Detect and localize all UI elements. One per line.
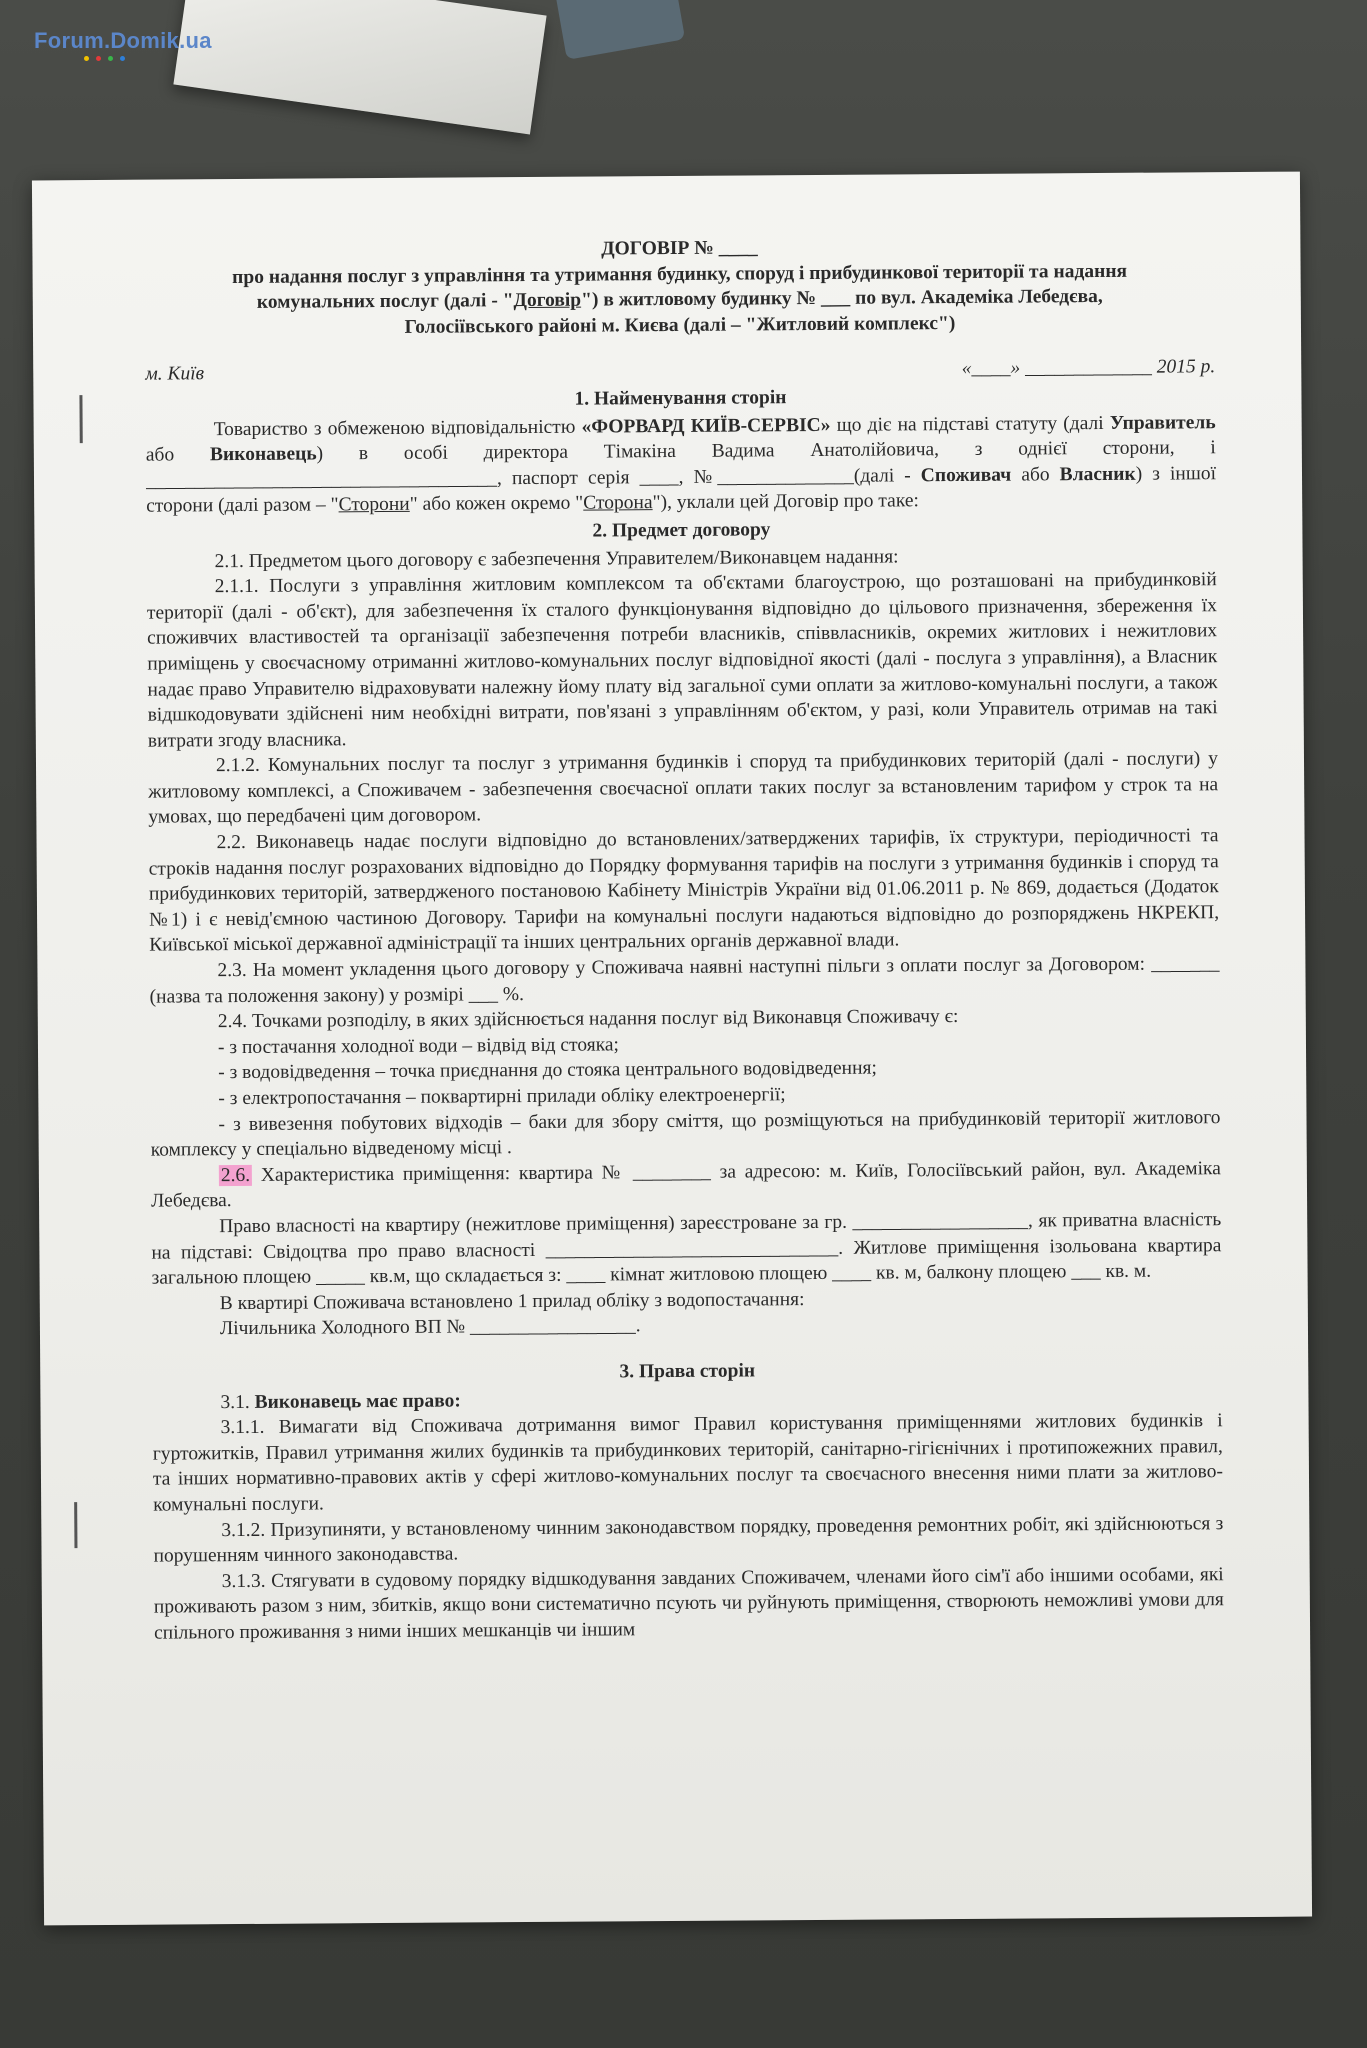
- section-1-parties: [146, 410, 1217, 520]
- s1-text-a: Товариство з обмеженою відповідальністю: [213, 416, 582, 440]
- clause-3-1-3: 3.1.3. Стягувати в судовому порядку відшкодування завданих Споживачем, членами його сім'ї або іншими особами, які проживають разом з ним, збитків, якщо вони систематично псують чи руйнують приміщення, створюють неможливі умови для спільного проживання з ними інших мешканців чи іншим: [153, 1563, 1224, 1644]
- document-header: [157, 258, 1204, 342]
- clause-2-6-meter-number: Лічильника Холодного ВП № _________________.: [219, 1315, 641, 1340]
- clause-2-6-number-highlight: 2.6.: [220, 1164, 251, 1186]
- s1-text-c: ) в особі директора Тімакіна Вадима Анатолійовича, з однієї сторони, і ____________________________________, паспорт серія ____, №______________(далі -: [145, 437, 1216, 492]
- document-title: ДОГОВІР № ____: [601, 237, 758, 260]
- s1-text-e: " або кожен окремо ": [409, 492, 584, 516]
- parties-link[interactable]: Сторони: [338, 494, 410, 516]
- watermark-logo: Forum.Domik.ua: [34, 28, 212, 53]
- contract-link[interactable]: Договір: [513, 289, 582, 312]
- s1-text-or: або: [145, 444, 211, 466]
- city-label: м. Київ: [145, 363, 205, 386]
- watermark-dots: [84, 56, 125, 61]
- section-1-heading: 1. Найменування сторін: [574, 387, 787, 410]
- document-content: [144, 232, 1224, 1646]
- clause-2-4-c: - з електропостачання – поквартирні прилади обліку електроенергії;: [218, 1084, 786, 1110]
- section-3-heading: 3. Права сторін: [619, 1360, 756, 1383]
- clause-2-3: 2.3. На момент укладення цього договору у Споживача наявні наступні пільги з оплати послуг за Договором: _______ (назва та положення закону) у розмірі ___ %.: [149, 953, 1220, 1008]
- header-line-2-end: ") в житловому будинку № ___ по вул. Академіка Лебедєва,: [581, 286, 1103, 311]
- clause-3-1-number: 3.1.: [220, 1391, 255, 1413]
- watermark-dot-blue: [120, 56, 125, 61]
- clause-2-2: 2.2. Виконавець надає послуги відповідно до встановлених/затверджених тарифів, їх структури, періодичності та строків надання послуг розрахованих відповідно до Порядку формування тарифів на послуги з утримання будинків і споруд та прибудинкових територій, затвердженого постановою Кабінету Міністрів України від 01.06.2011 р. № 869, додається (Додаток №1) і є невід'ємною частиною Договору. Тарифи на комунальні послуги надаються відповідно до розпоряджень НКРЕКП, Київської міської державної адміністрації та інших центральних органів державної влади.: [148, 825, 1220, 957]
- clause-2-4-b: - з водовідведення – точка приєднання до стояка центрального водовідведення;: [218, 1057, 877, 1084]
- header-line-2-start: комунальних послуг (далі - ": [256, 290, 514, 314]
- background-object: [555, 0, 685, 60]
- header-line-3: Голосіївського районі м. Києва (далі – "Житловий комплекс"): [404, 312, 956, 338]
- clause-2-6-text: Характеристика приміщення: квартира № ________ за адресою: м. Київ, Голосіївський район, вул. Академіка Лебедєва.: [150, 1157, 1221, 1213]
- s1-text-f: "), уклали цей Договір про таке:: [652, 490, 919, 514]
- clause-3-1-2: 3.1.2. Призупиняти, у встановленому чинним законодавством порядку, проведення ремонтних робіт, які здійснюються з порушенням чинного законодавства.: [153, 1512, 1224, 1567]
- margin-mark-bottom: [74, 1502, 77, 1548]
- clause-2-4: 2.4. Точками розподілу, в яких здійснюється надання послуг від Виконавця Споживачу є:: [217, 1006, 959, 1033]
- term-owner: Власник: [1059, 463, 1136, 486]
- clause-2-1-1: 2.1.1. Послуги з управління житловим комплексом та об'єктами благоустрою, що розташовані на прибудинковій території (далі - об'єкт), для забезпечення їх сталого функціонування відповідно до цільового призначення, збереження їх споживчих властивостей та організації забезпечення потреби власників, співвласників, окремих житлових і нежитлових приміщень у своєчасному отриманні житлово-комунальних послуг відповідної якості (далі - послуга з управління), а Власник надає право Управителю відраховувати належну йому плату від загальної суми оплати за житлово-комунальні послуги, а також відшкодовувати здійснені ним необхідні витрати, пов'язані з управлінням об'єктом, у разі, коли Управитель отримав на такі витрати згоду власника.: [146, 569, 1218, 752]
- document-page: [32, 172, 1312, 1926]
- term-consumer: Споживач: [920, 464, 1012, 486]
- section-2-heading: 2. Предмет договору: [592, 519, 771, 542]
- watermark-dot-yellow: [84, 56, 89, 61]
- clause-2-6-meter: В квартирі Споживача встановлено 1 прилад обліку з водопостачання:: [219, 1288, 805, 1314]
- margin-mark-top: [79, 395, 82, 443]
- clause-2-6-ownership: Право власності на квартиру (нежитлове приміщення) зареєстроване за гр. __________________, як приватна власність на підставі: Свідоцтва про право власності ______________________________. Житлове приміщення ізольована квартира загальною площею _____ кв.м, що складається з: ____ кімнат житловою площею ____ кв. м, балкону площею ___ кв. м.: [151, 1209, 1222, 1289]
- clause-3-1-title: Виконавець має право:: [254, 1390, 461, 1413]
- date-label: «____» _____________ 2015 р.: [961, 356, 1216, 380]
- s1-text-b: що діє на підставі статуту (далі: [830, 412, 1110, 436]
- clause-3-1-1: 3.1.1. Вимагати від Споживача дотримання вимог Правил користування приміщеннями житлових будинків і гуртожитків, Правил утримання жилих будинків та прибудинкових територій, санітарно-гігієнічних і протипожежних правил, та інших нормативно-правових актів у сфері житлово-комунальних послуг та своєчасного внесення ними плати за житлово-комунальні послуги.: [152, 1410, 1224, 1516]
- watermark-dot-green: [108, 56, 113, 61]
- background-paper-stack: [173, 0, 546, 134]
- term-manager: Управитель: [1109, 411, 1216, 434]
- company-name: «ФОРВАРД КИЇВ-СЕРВІС»: [581, 414, 831, 438]
- clause-2-6: [151, 1156, 1221, 1215]
- clause-2-1: 2.1. Предметом цього договору є забезпечення Управителем/Виконавцем надання:: [214, 545, 899, 572]
- s1-text-or2: або: [1011, 464, 1060, 486]
- term-executor: Виконавець: [209, 443, 317, 466]
- party-link[interactable]: Сторона: [583, 492, 653, 514]
- clause-2-4-a: - з постачання холодної води – відвід від стояка;: [217, 1034, 619, 1058]
- watermark-dot-red: [96, 56, 101, 61]
- header-line-1: про надання послуг з управління та утримання будинку, споруд і прибудинкової території та надання: [232, 260, 1128, 288]
- s1-text-d: ) з іншої сторони (далі разом – ": [146, 462, 1217, 518]
- clause-2-4-d: - з вивезення побутових відходів – баки для збору сміття, що розміщуються на прибудинковій території житлового комплексу у спеціально відведеному місці .: [150, 1106, 1221, 1161]
- clause-2-1-2: 2.1.2. Комунальних послуг та послуг з утримання будинків і споруд та прибудинкових територій (далі - послуги) у житловому комплексі, а Споживачем - забезпечення своєчасної оплати таких послуг за встановленим тарифом у строк та на умовах, що передбачені цим договором.: [148, 748, 1219, 829]
